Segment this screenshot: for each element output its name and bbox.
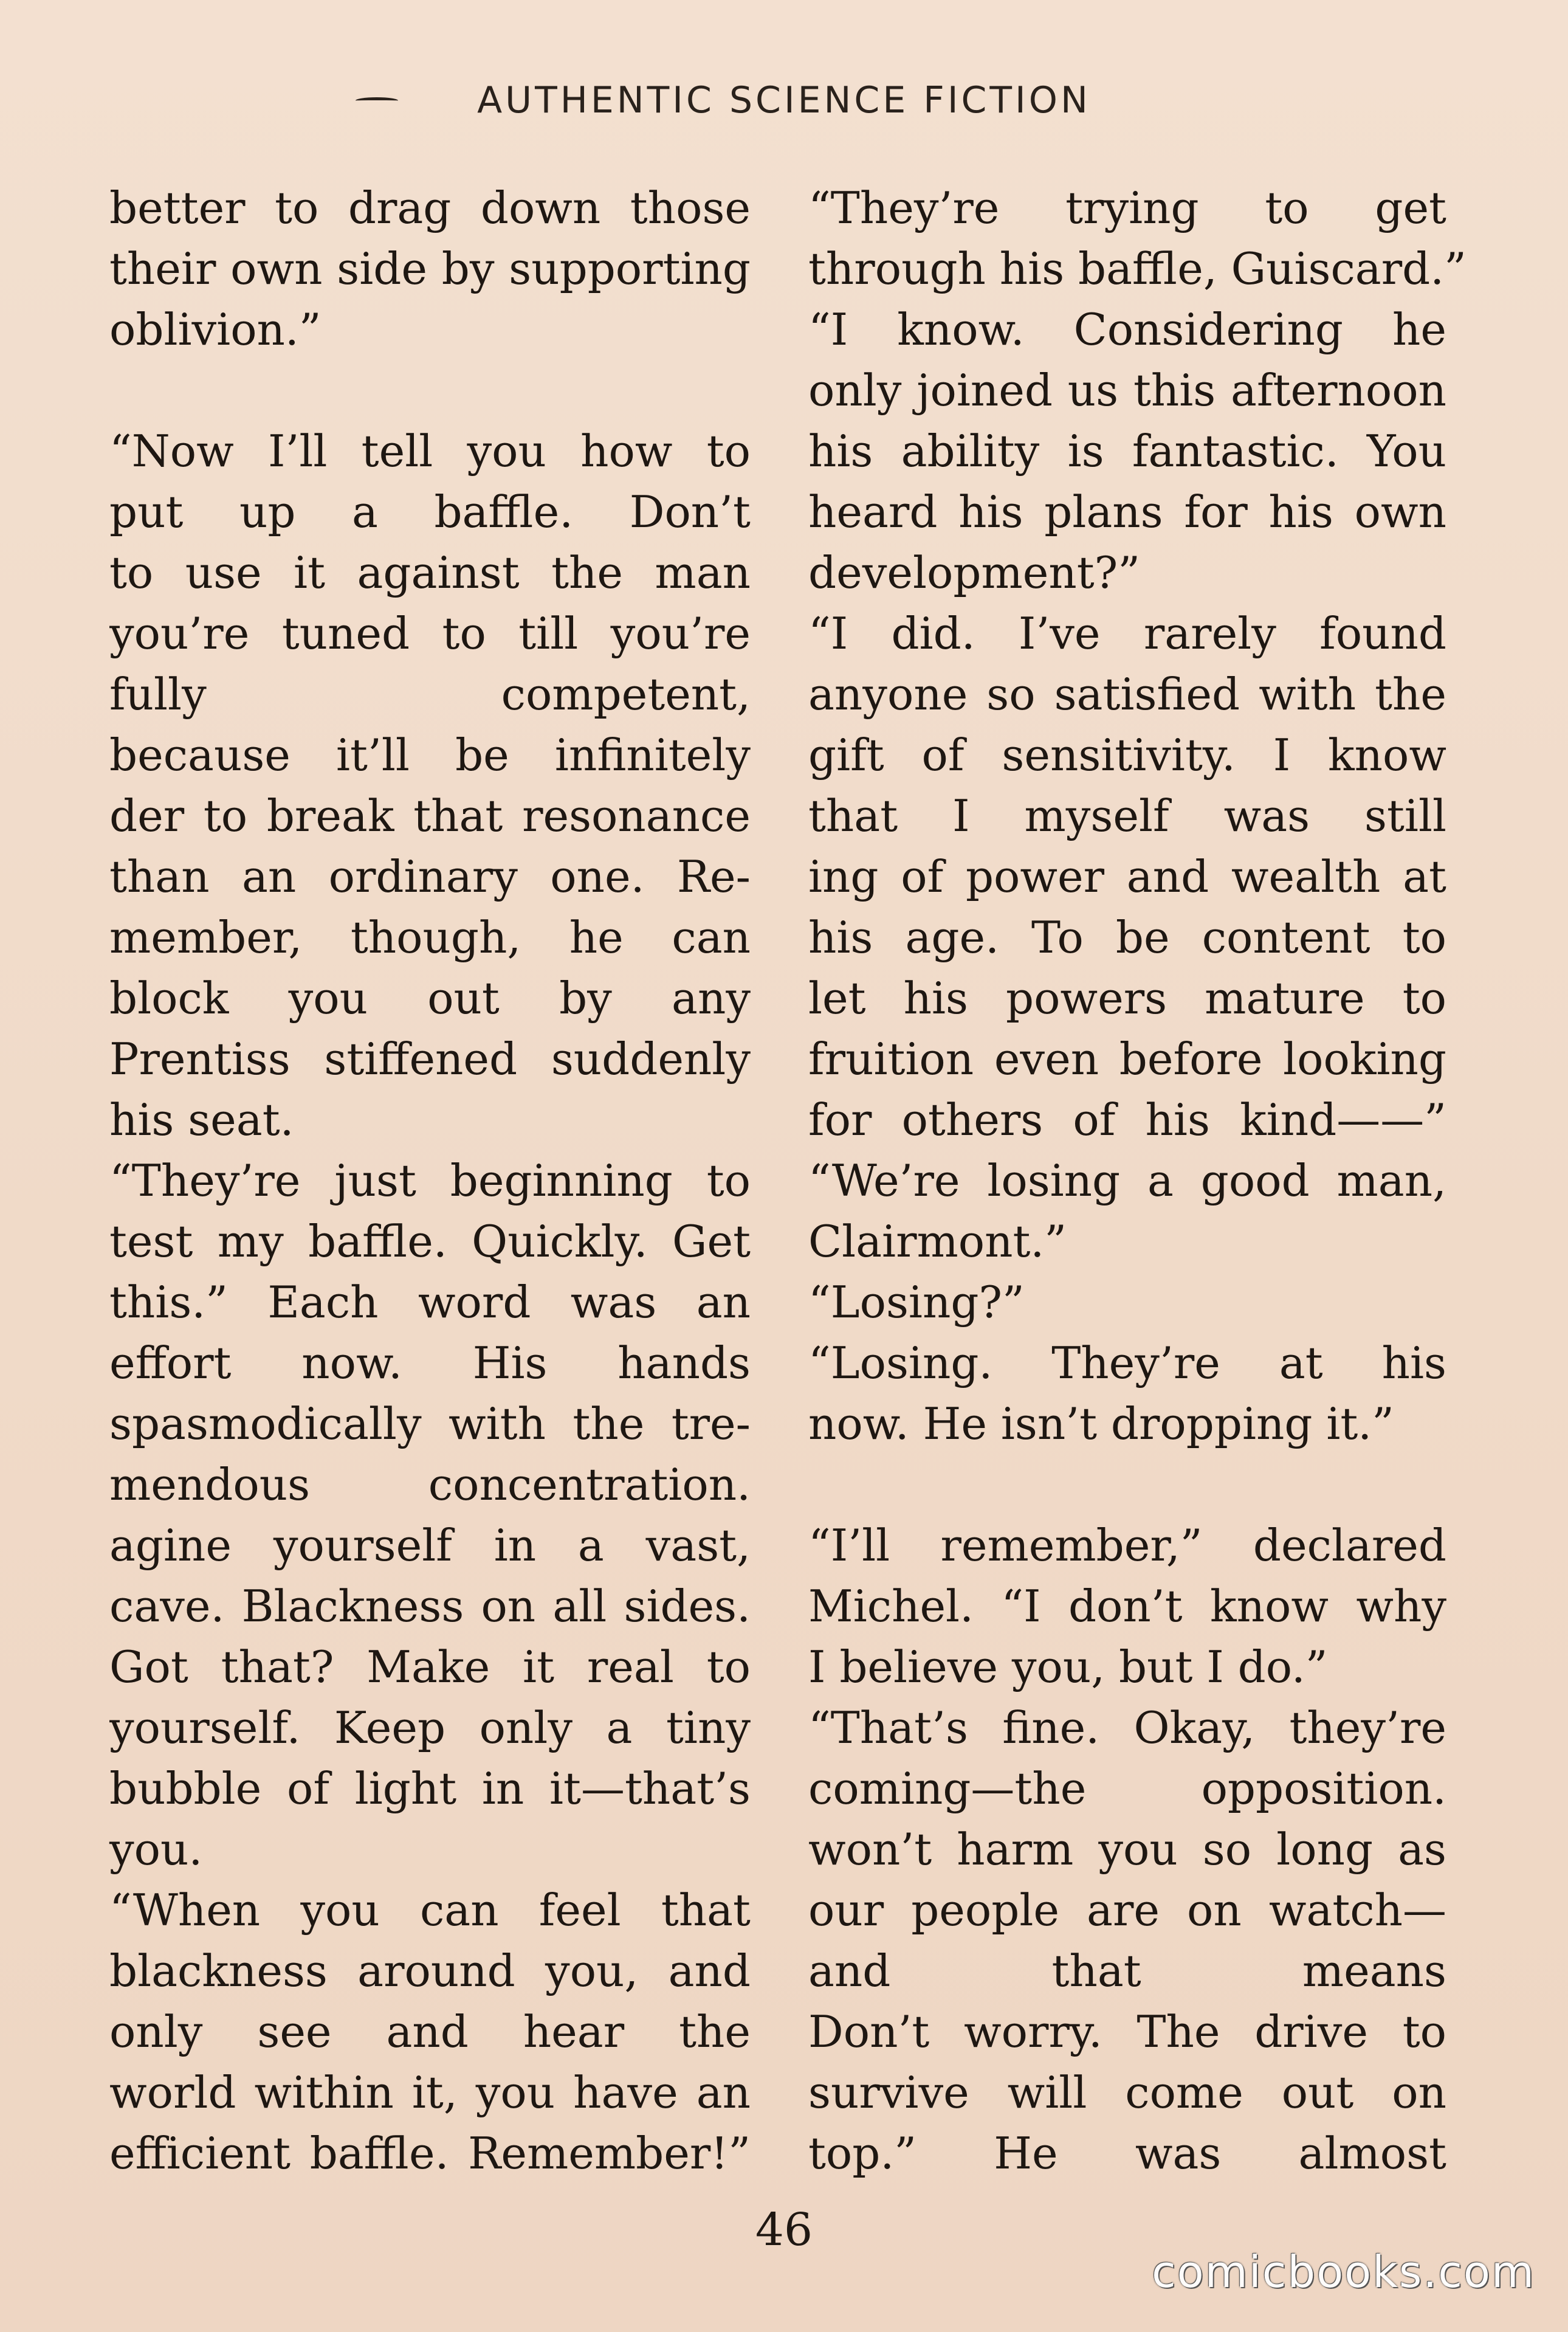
running-header: AUTHENTIC SCIENCE FICTION xyxy=(477,79,1091,122)
text-line: “They’re trying to get xyxy=(808,182,1446,233)
text-line: “Losing. They’re at his xyxy=(808,1337,1446,1389)
text-line: “That’s fine. Okay, they’re xyxy=(808,1702,1446,1753)
left-text-column xyxy=(109,178,751,2184)
text-line: member, though, he can xyxy=(109,912,751,963)
text-line: “I did. I’ve rarely found xyxy=(808,608,1446,659)
text-line xyxy=(109,360,751,421)
text-line: Prentiss stiffened suddenly xyxy=(109,1033,751,1085)
text-line: “When you can feel that xyxy=(109,1885,751,1936)
text-line: this.” Each word was an xyxy=(109,1277,751,1328)
text-line: his age. To be content to xyxy=(808,912,1446,963)
text-line: anyone so satisfied with the xyxy=(808,669,1446,720)
text-line: blackness around you, and xyxy=(109,1945,751,1996)
text-line: world within it, you have an xyxy=(109,2067,751,2118)
text-line: mendous concentration. xyxy=(109,1459,751,1510)
text-line: won’t harm you so long as xyxy=(808,1824,1446,1875)
text-line: put up a baffle. Don’t xyxy=(109,486,751,537)
text-line: his ability is fantastic. You xyxy=(808,426,1446,477)
text-line: only joined us this afternoon xyxy=(808,365,1446,416)
text-line: to use it against the man xyxy=(109,547,751,598)
watermark-text: comicbooks.com xyxy=(1152,2246,1536,2297)
text-line: Don’t worry. The drive to xyxy=(808,2006,1446,2057)
text-line: gift of sensitivity. I know xyxy=(808,730,1446,781)
text-line: than an ordinary one. Re- xyxy=(109,851,751,902)
right-text-column xyxy=(808,178,1467,2184)
text-line: their own side by supporting xyxy=(109,243,751,294)
text-line: only see and hear the xyxy=(109,2006,751,2057)
text-line: “I know. Considering he xyxy=(808,304,1446,355)
text-line: that I myself was still xyxy=(808,790,1446,841)
text-line: test my baffle. Quickly. Get xyxy=(109,1216,751,1267)
text-line: let his powers mature to xyxy=(808,973,1446,1024)
text-line: development?” xyxy=(808,547,1141,598)
text-line: now. He isn’t dropping it.” xyxy=(808,1398,1394,1449)
text-line: agine yourself in a vast, xyxy=(109,1520,751,1571)
text-line xyxy=(808,1454,1446,1515)
text-line: Got that? Make it real to xyxy=(109,1641,751,1692)
text-line: fully competent, xyxy=(109,669,751,720)
text-line: better to drag down those xyxy=(109,182,751,233)
text-line: top.” He was almost xyxy=(808,2128,1446,2179)
text-line: you. xyxy=(109,1824,203,1875)
text-line: Michel. “I don’t know why xyxy=(808,1581,1446,1632)
text-line: and that means xyxy=(808,1945,1446,1996)
page-number: 46 xyxy=(755,2204,813,2256)
text-line: “They’re just beginning to xyxy=(109,1155,751,1206)
text-line: effort now. His hands xyxy=(109,1337,751,1389)
text-line: his seat. xyxy=(109,1094,294,1145)
text-line: yourself. Keep only a tiny xyxy=(109,1702,751,1753)
text-line: ing of power and wealth at xyxy=(808,851,1446,902)
text-line: “We’re losing a good man, xyxy=(808,1155,1446,1206)
text-line: I believe you, but I do.” xyxy=(808,1641,1328,1692)
text-line: coming—the opposition. xyxy=(808,1763,1446,1814)
text-line: efficient baffle. Remember!” xyxy=(109,2128,751,2179)
text-line: “I’ll remember,” declared xyxy=(808,1520,1446,1571)
text-line: heard his plans for his own xyxy=(808,486,1446,537)
text-line: “Losing?” xyxy=(808,1277,1025,1328)
text-line: survive will come out on xyxy=(808,2067,1446,2118)
text-line: “Now I’ll tell you how to xyxy=(109,426,751,477)
text-line: spasmodically with the tre- xyxy=(109,1398,751,1449)
text-line: cave. Blackness on all sides. xyxy=(109,1581,751,1632)
text-line: through his baffle, Guiscard.” xyxy=(808,243,1467,294)
text-line: der to break that resonance xyxy=(109,790,751,841)
text-line: you’re tuned to till you’re xyxy=(109,608,751,659)
text-line: Clairmont.” xyxy=(808,1216,1067,1267)
text-line: our people are on watch— xyxy=(808,1885,1446,1936)
text-line: for others of his kind——” xyxy=(808,1094,1446,1145)
text-line: because it’ll be infinitely xyxy=(109,730,751,781)
text-line: bubble of light in it—that’s xyxy=(109,1763,751,1814)
text-line: oblivion.” xyxy=(109,304,322,355)
text-line: fruition even before looking xyxy=(808,1033,1446,1085)
text-line: block you out by any xyxy=(109,973,751,1024)
